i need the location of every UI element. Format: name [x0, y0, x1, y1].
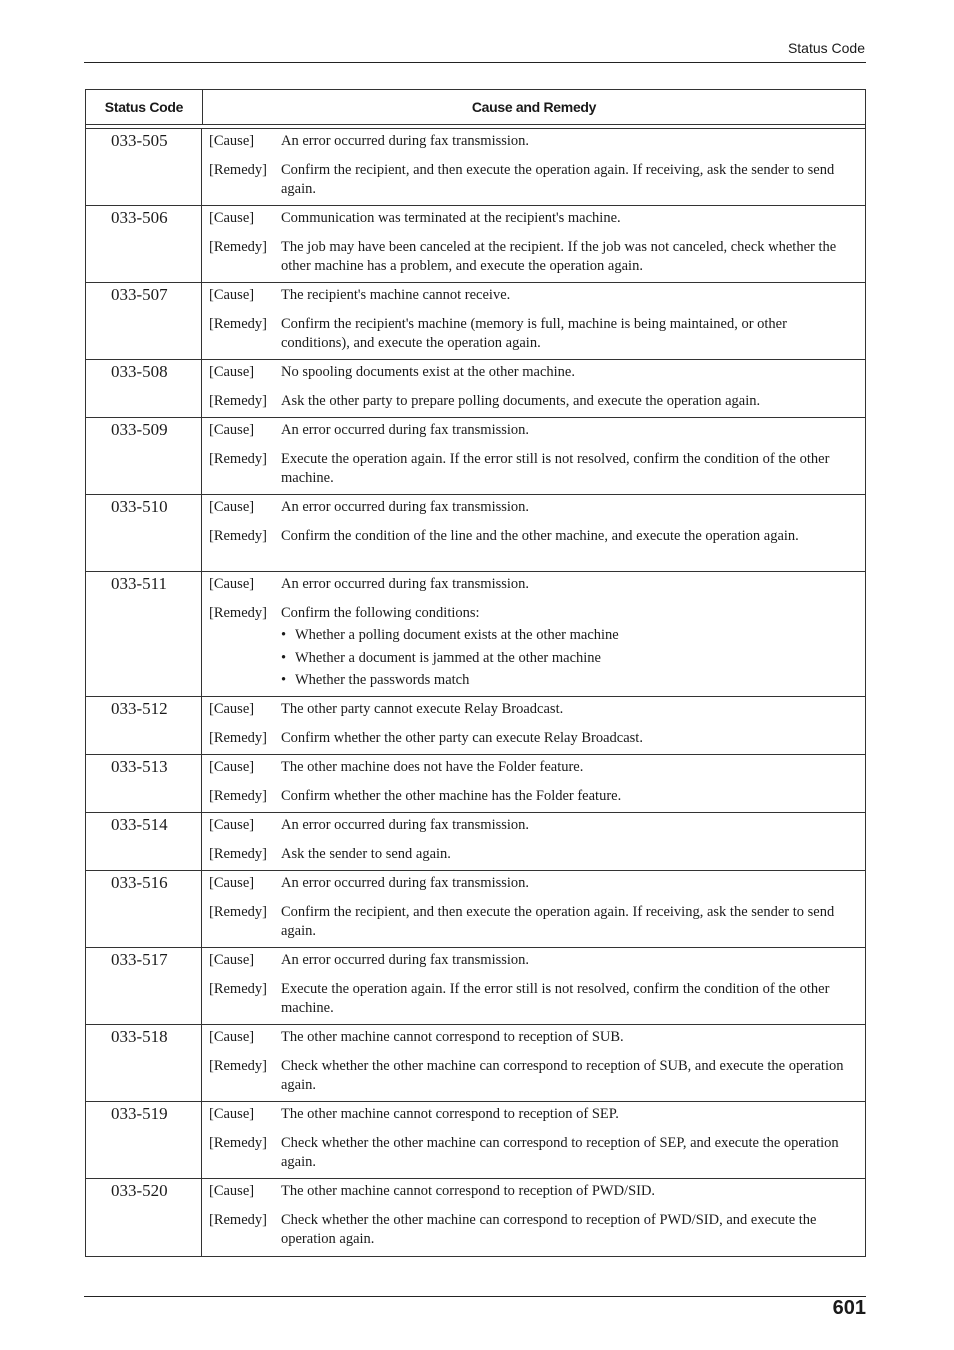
status-code-cell: 033-517	[86, 948, 202, 1024]
remedy-text: Execute the operation again. If the error still is not resolved, confirm the condition of the other machine.	[281, 980, 830, 1016]
bullet-icon: •	[281, 672, 287, 688]
status-code-cell: 033-514	[86, 813, 202, 870]
column-header-status-code: Status Code	[86, 90, 203, 124]
status-code-cell: 033-505	[86, 129, 202, 205]
running-header: Status Code	[787, 40, 865, 56]
cause-text: The other machine cannot correspond to reception of SUB.	[281, 1029, 624, 1045]
cause-remedy-cell	[202, 283, 865, 359]
cause-label: [Cause]	[209, 210, 255, 226]
table-row	[86, 572, 865, 697]
remedy-line	[209, 392, 857, 412]
table-row	[86, 948, 865, 1025]
cause-text: An error occurred during fax transmission.	[281, 817, 530, 833]
remedy-label: [Remedy]	[209, 1134, 267, 1151]
status-code-cell: 033-509	[86, 418, 202, 494]
table-row	[86, 813, 865, 871]
cause-label: [Cause]	[209, 499, 255, 515]
cause-label: [Cause]	[209, 576, 255, 592]
cause-text: The other machine cannot correspond to reception of SEP.	[281, 1106, 619, 1122]
cause-remedy-cell	[202, 871, 865, 947]
remedy-line	[209, 527, 857, 547]
status-code-cell: 033-520	[86, 1179, 202, 1256]
cause-text: An error occurred during fax transmission.	[281, 875, 530, 891]
cause-remedy-cell	[202, 360, 865, 417]
table-row	[86, 206, 865, 283]
remedy-text: Confirm whether the other machine has the Folder feature.	[281, 787, 622, 804]
remedy-text: Check whether the other machine can correspond to reception of SEP, and execute the operation again.	[281, 1134, 839, 1170]
footer-divider	[84, 1296, 866, 1297]
bullet-item: • Whether the passwords match	[281, 671, 857, 691]
cause-line	[209, 363, 857, 383]
remedy-line	[209, 980, 857, 1019]
remedy-label: [Remedy]	[209, 903, 267, 920]
cause-line	[209, 421, 857, 441]
cause-line	[209, 951, 857, 971]
table-row	[86, 418, 865, 495]
cause-label: [Cause]	[209, 287, 255, 303]
status-code-cell: 033-506	[86, 206, 202, 282]
cause-label: [Cause]	[209, 875, 255, 891]
cause-label: [Cause]	[209, 364, 255, 380]
status-code-cell: 033-519	[86, 1102, 202, 1178]
remedy-text: Confirm whether the other party can execute Relay Broadcast.	[281, 729, 643, 746]
cause-text: The other party cannot execute Relay Broadcast.	[281, 701, 564, 717]
remedy-text: Confirm the condition of the line and the other machine, and execute the operation again.	[281, 527, 799, 544]
cause-label: [Cause]	[209, 701, 255, 717]
cause-remedy-cell	[202, 1179, 865, 1256]
bullet-icon: •	[281, 627, 287, 643]
remedy-text: Ask the other party to prepare polling documents, and execute the operation again.	[281, 392, 761, 409]
cause-label: [Cause]	[209, 759, 255, 775]
cause-line	[209, 575, 857, 595]
remedy-label: [Remedy]	[209, 527, 267, 544]
cause-label: [Cause]	[209, 952, 255, 968]
bullet-item: • Whether a document is jammed at the other machine	[281, 649, 857, 669]
cause-text: An error occurred during fax transmission.	[281, 499, 530, 515]
remedy-label: [Remedy]	[209, 238, 267, 255]
status-code-cell: 033-508	[86, 360, 202, 417]
cause-text: An error occurred during fax transmission.	[281, 576, 530, 592]
remedy-label: [Remedy]	[209, 315, 267, 332]
cause-text: Communication was terminated at the recipient's machine.	[281, 210, 621, 226]
table-row	[86, 1102, 865, 1179]
cause-line	[209, 1182, 857, 1202]
cause-text: An error occurred during fax transmission.	[281, 952, 530, 968]
table-body	[86, 129, 865, 1256]
cause-line	[209, 1105, 857, 1125]
remedy-label: [Remedy]	[209, 845, 267, 862]
table-header	[86, 90, 865, 125]
table-row	[86, 129, 865, 206]
cause-line	[209, 498, 857, 518]
remedy-line	[209, 315, 857, 354]
remedy-line	[209, 161, 857, 200]
remedy-line	[209, 1057, 857, 1096]
remedy-label: [Remedy]	[209, 161, 267, 178]
status-code-cell: 033-513	[86, 755, 202, 812]
status-code-cell: 033-507	[86, 283, 202, 359]
remedy-label: [Remedy]	[209, 392, 267, 409]
remedy-label: [Remedy]	[209, 1057, 267, 1074]
remedy-text: Confirm the recipient, and then execute the operation again. If receiving, ask the sender to send again.	[281, 903, 835, 939]
cause-line	[209, 286, 857, 306]
status-code-cell: 033-511	[86, 572, 202, 696]
remedy-line	[209, 845, 857, 865]
cause-label: [Cause]	[209, 817, 255, 833]
remedy-line	[209, 1134, 857, 1173]
remedy-line	[209, 787, 857, 807]
remedy-text: Ask the sender to send again.	[281, 845, 451, 862]
cause-remedy-cell	[202, 572, 865, 696]
remedy-text: Confirm the following conditions:	[281, 604, 480, 621]
header-divider	[84, 62, 866, 63]
cause-text: The recipient's machine cannot receive.	[281, 287, 511, 303]
cause-line	[209, 132, 857, 152]
table-row	[86, 697, 865, 755]
cause-label: [Cause]	[209, 133, 255, 149]
cause-text: An error occurred during fax transmission.	[281, 422, 530, 438]
remedy-label: [Remedy]	[209, 980, 267, 997]
cause-remedy-cell	[202, 1102, 865, 1178]
cause-remedy-cell	[202, 697, 865, 754]
remedy-line	[209, 1211, 857, 1250]
cause-remedy-cell	[202, 813, 865, 870]
bullet-icon: •	[281, 649, 287, 666]
cause-remedy-cell	[202, 129, 865, 205]
status-code-cell: 033-518	[86, 1025, 202, 1101]
cause-remedy-cell	[202, 206, 865, 282]
table-row	[86, 360, 865, 418]
cause-label: [Cause]	[209, 1106, 255, 1122]
table-row	[86, 871, 865, 948]
remedy-text: Check whether the other machine can correspond to reception of PWD/SID, and execute the operation again.	[281, 1211, 817, 1247]
column-header-cause-remedy: Cause and Remedy	[471, 99, 597, 115]
remedy-line	[209, 903, 857, 942]
page-number: 601	[832, 1297, 866, 1319]
remedy-text: The job may have been canceled at the recipient. If the job was not canceled, check whether the other machine has a problem, and execute the operation again.	[281, 238, 837, 274]
cause-remedy-cell	[202, 495, 865, 571]
cause-remedy-cell	[202, 1025, 865, 1101]
cause-remedy-cell	[202, 418, 865, 494]
remedy-text: Confirm the recipient, and then execute the operation again. If receiving, ask the sender to send again.	[281, 161, 835, 197]
remedy-label: [Remedy]	[209, 787, 267, 804]
table-row	[86, 495, 865, 572]
cause-line	[209, 758, 857, 778]
cause-label: [Cause]	[209, 1183, 255, 1199]
table-row	[86, 283, 865, 360]
cause-line	[209, 700, 857, 720]
cause-remedy-cell	[202, 948, 865, 1024]
remedy-text: Confirm the recipient's machine (memory is full, machine is being maintained, or other conditions), and execute the operation again.	[281, 315, 787, 351]
remedy-label: [Remedy]	[209, 604, 267, 621]
cause-line	[209, 209, 857, 229]
status-code-cell: 033-516	[86, 871, 202, 947]
cause-text: The other machine does not have the Folder feature.	[281, 759, 584, 775]
cause-line	[209, 874, 857, 894]
remedy-text: Execute the operation again. If the error still is not resolved, confirm the condition of the other machine.	[281, 450, 830, 486]
remedy-line	[209, 604, 857, 691]
cause-label: [Cause]	[209, 422, 255, 438]
remedy-line	[209, 238, 857, 277]
cause-text: No spooling documents exist at the other machine.	[281, 364, 575, 380]
status-code-cell: 033-510	[86, 495, 202, 571]
remedy-label: [Remedy]	[209, 450, 267, 467]
remedy-label: [Remedy]	[209, 1211, 267, 1228]
status-code-cell: 033-512	[86, 697, 202, 754]
remedy-line	[209, 450, 857, 489]
cause-text: The other machine cannot correspond to reception of PWD/SID.	[281, 1183, 656, 1199]
cause-line	[209, 816, 857, 836]
cause-text: An error occurred during fax transmission.	[281, 133, 530, 149]
table-row	[86, 1025, 865, 1102]
status-code-table	[85, 89, 866, 1257]
bullet-item: • Whether a polling document exists at the other machine	[281, 626, 857, 646]
remedy-label: [Remedy]	[209, 729, 267, 746]
cause-label: [Cause]	[209, 1029, 255, 1045]
table-row	[86, 755, 865, 813]
cause-remedy-cell	[202, 755, 865, 812]
remedy-line	[209, 729, 857, 749]
cause-line	[209, 1028, 857, 1048]
table-row	[86, 1179, 865, 1256]
remedy-text: Check whether the other machine can correspond to reception of SUB, and execute the operation again.	[281, 1057, 844, 1093]
